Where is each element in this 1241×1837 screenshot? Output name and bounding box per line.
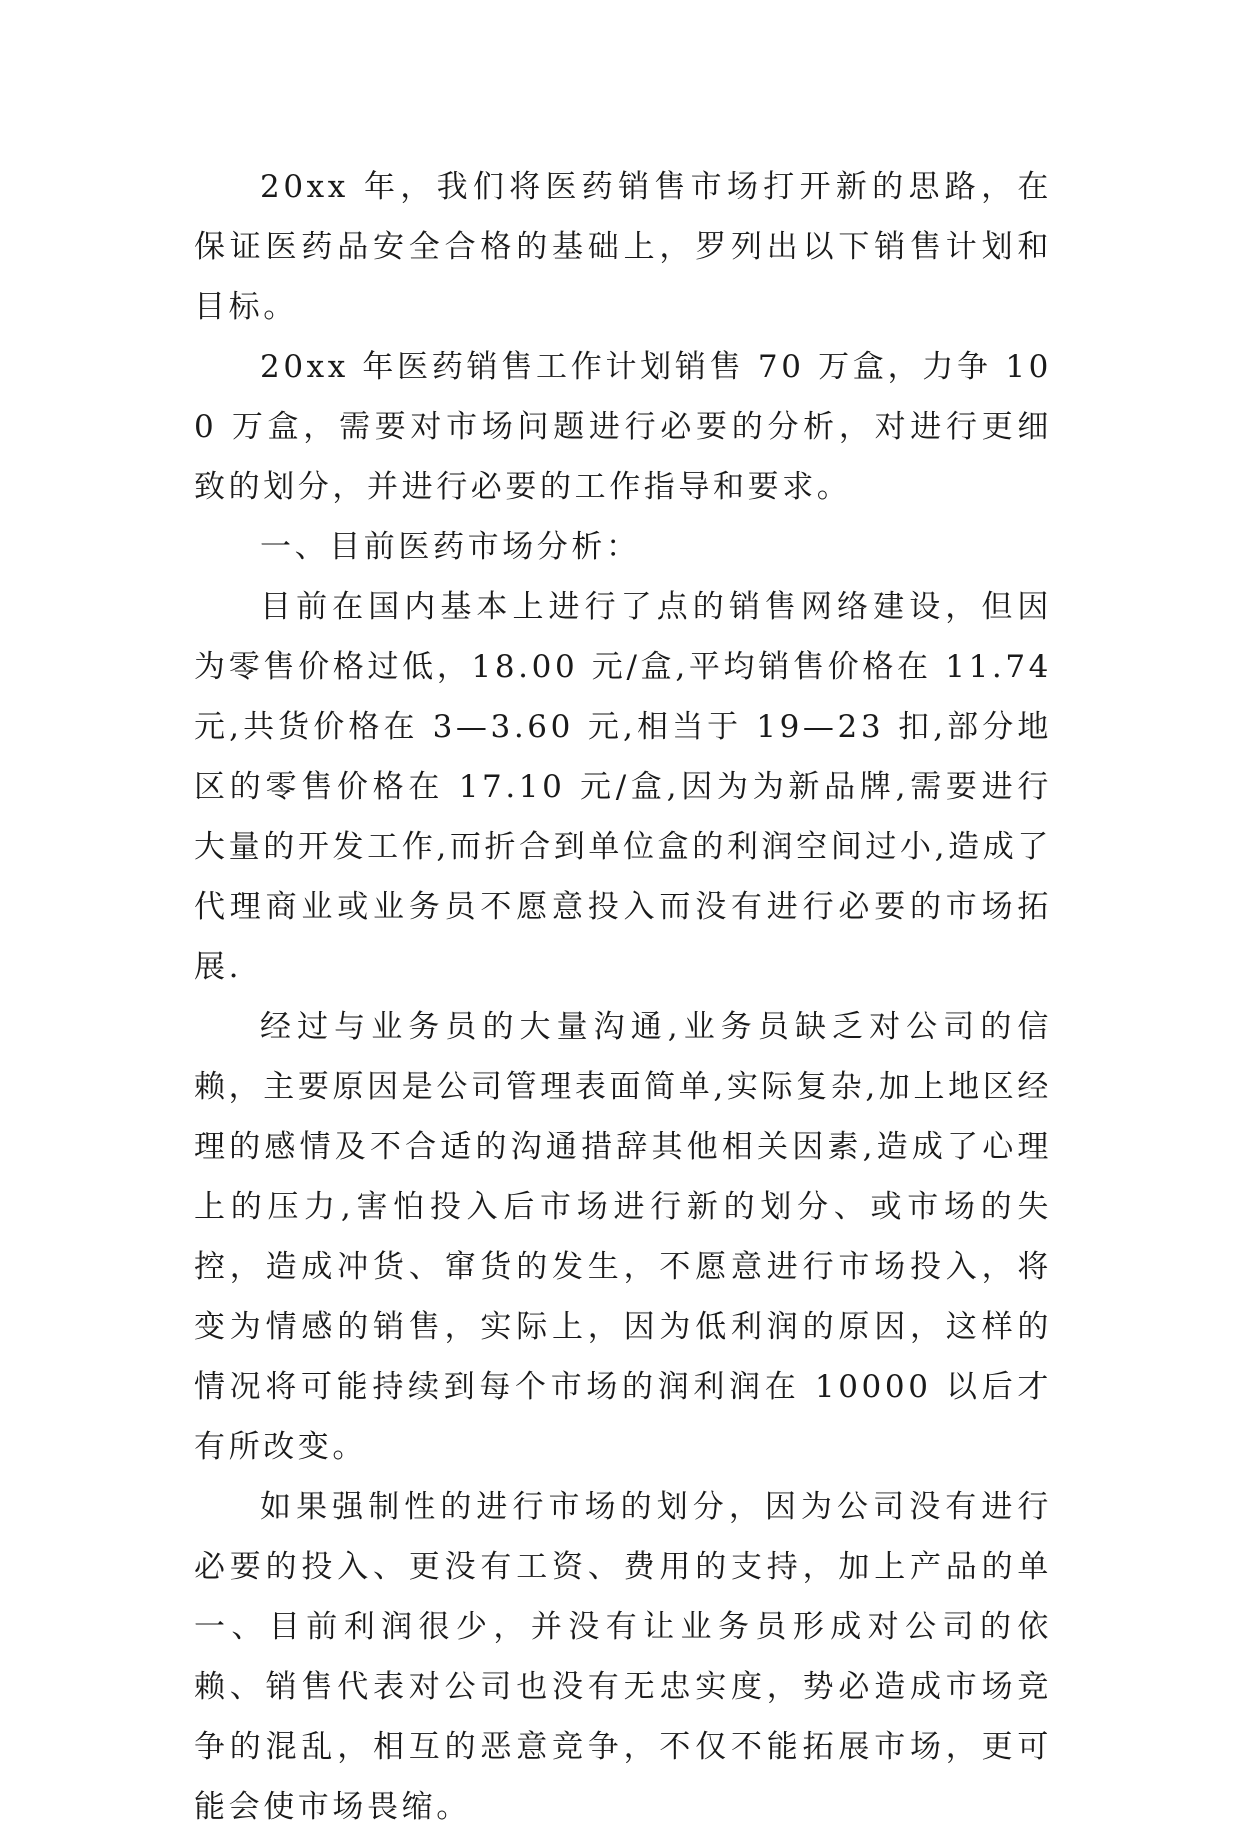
paragraph-sales-plan: 20xx 年医药销售工作计划销售 70 万盒，力争 100 万盒，需要对市场问题进行必要的分析，对进行更细致的划分，并进行必要的工作指导和要求。 [194, 349, 1052, 505]
paragraph-pricing-analysis: 目前在国内基本上进行了点的销售网络建设，但因为零售价格过低，18.00 元/盒,平均销售价格在 11.74 元,共货价格在 3—3.60 元,相当于 19—23 扣,部分地区的零售价格在 17.10 元/盒,因为为新品牌,需要进行大量的开发工作,而折合到单位盒的利润空间过小,造成了代理商业或业务员不愿意投入而没有进行必要的市场拓展. [194, 589, 1052, 985]
paragraph-market-division-risk: 如果强制性的进行市场的划分，因为公司没有进行必要的投入、更没有工资、费用的支持，加上产品的单一、目前利润很少，并没有让业务员形成对公司的依赖、销售代表对公司也没有无忠实度，势必造成市场竞争的混乱，相互的恶意竞争，不仅不能拓展市场，更可能会使市场畏缩。 [194, 1489, 1052, 1825]
paragraph-intro: 20xx 年，我们将医药销售市场打开新的思路，在保证医药品安全合格的基础上，罗列出以下销售计划和目标。 [194, 169, 1052, 325]
section-heading-market-analysis: 一、目前医药市场分析： [260, 529, 641, 565]
paragraph-salesperson-trust: 经过与业务员的大量沟通,业务员缺乏对公司的信赖，主要原因是公司管理表面简单,实际复杂,加上地区经理的感情及不合适的沟通措辞其他相关因素,造成了心理上的压力,害怕投入后市场进行新的划分、或市场的失控，造成冲货、窜货的发生，不愿意进行市场投入，将变为情感的销售，实际上，因为低利润的原因，这样的情况将可能持续到每个市场的润利润在 10000 以后才有所改变。 [194, 1009, 1052, 1465]
document-body [194, 157, 1052, 1837]
